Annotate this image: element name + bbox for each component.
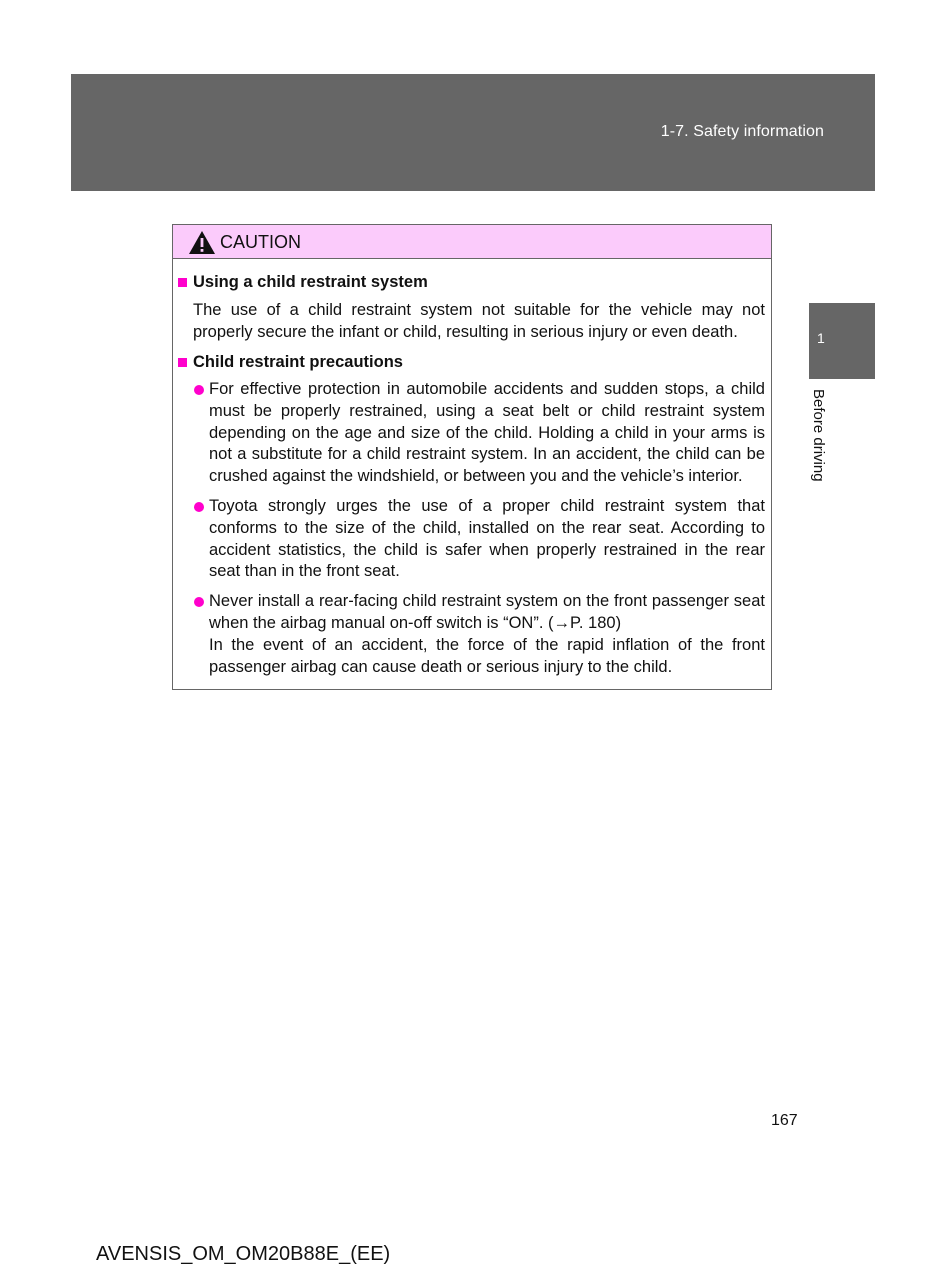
list-item-text: Toyota strongly urges the use of a proper child restraint system that conforms to the size of the child, installed on the rear seat. According to accident statistics, the child is safer when properly restrained in the rear seat than in the front seat. — [209, 496, 765, 581]
dot-bullet-icon — [194, 597, 204, 607]
caution-box — [172, 224, 772, 690]
caution-header — [173, 225, 771, 259]
section-title: 1-7. Safety information — [660, 123, 824, 140]
list-item-text: For effective protection in automobile accidents and sudden stops, a child must be properly restrained, using a seat belt or child restraint system depending on the age and size of the child. Holding a child in your arms is not a substitute for a child restraint system. In an accident, the child can be crushed against the windshield, or between you and the vehicle’s interior. — [209, 380, 765, 486]
dot-bullet-icon — [194, 502, 204, 512]
section-heading — [178, 271, 765, 293]
caution-body — [173, 259, 771, 678]
list-item-text: Never install a rear-facing child restraint system on the front passenger seat when the airbag manual on-off switch is “ON”. (→P. 180) — [209, 592, 765, 632]
section-paragraph: The use of a child restraint system not suitable for the vehicle may not properly secure the infant or child, resulting in serious injury or even death. — [193, 301, 765, 341]
section-heading-text: Child restraint precautions — [193, 353, 403, 371]
list-item — [193, 496, 765, 583]
chapter-number: 1 — [817, 330, 825, 346]
header-band — [71, 74, 875, 191]
list-item — [193, 591, 765, 678]
list-item-continuation: In the event of an accident, the force of the rapid inflation of the front passenger airbag can cause death or serious injury to the child. — [209, 635, 765, 676]
document-id: AVENSIS_OM_OM20B88E_(EE) — [96, 1243, 391, 1265]
page-number: 167 — [771, 1112, 798, 1129]
square-bullet-icon — [178, 358, 187, 367]
section-heading — [178, 351, 765, 373]
list-item — [193, 379, 765, 488]
square-bullet-icon — [178, 278, 187, 287]
dot-bullet-icon — [194, 385, 204, 395]
section-heading-text: Using a child restraint system — [193, 273, 428, 291]
chapter-tab — [809, 303, 875, 379]
caution-title: CAUTION — [220, 232, 301, 252]
chapter-label: Before driving — [810, 389, 827, 482]
list-item-body — [209, 591, 765, 678]
warning-triangle-icon — [188, 230, 216, 255]
